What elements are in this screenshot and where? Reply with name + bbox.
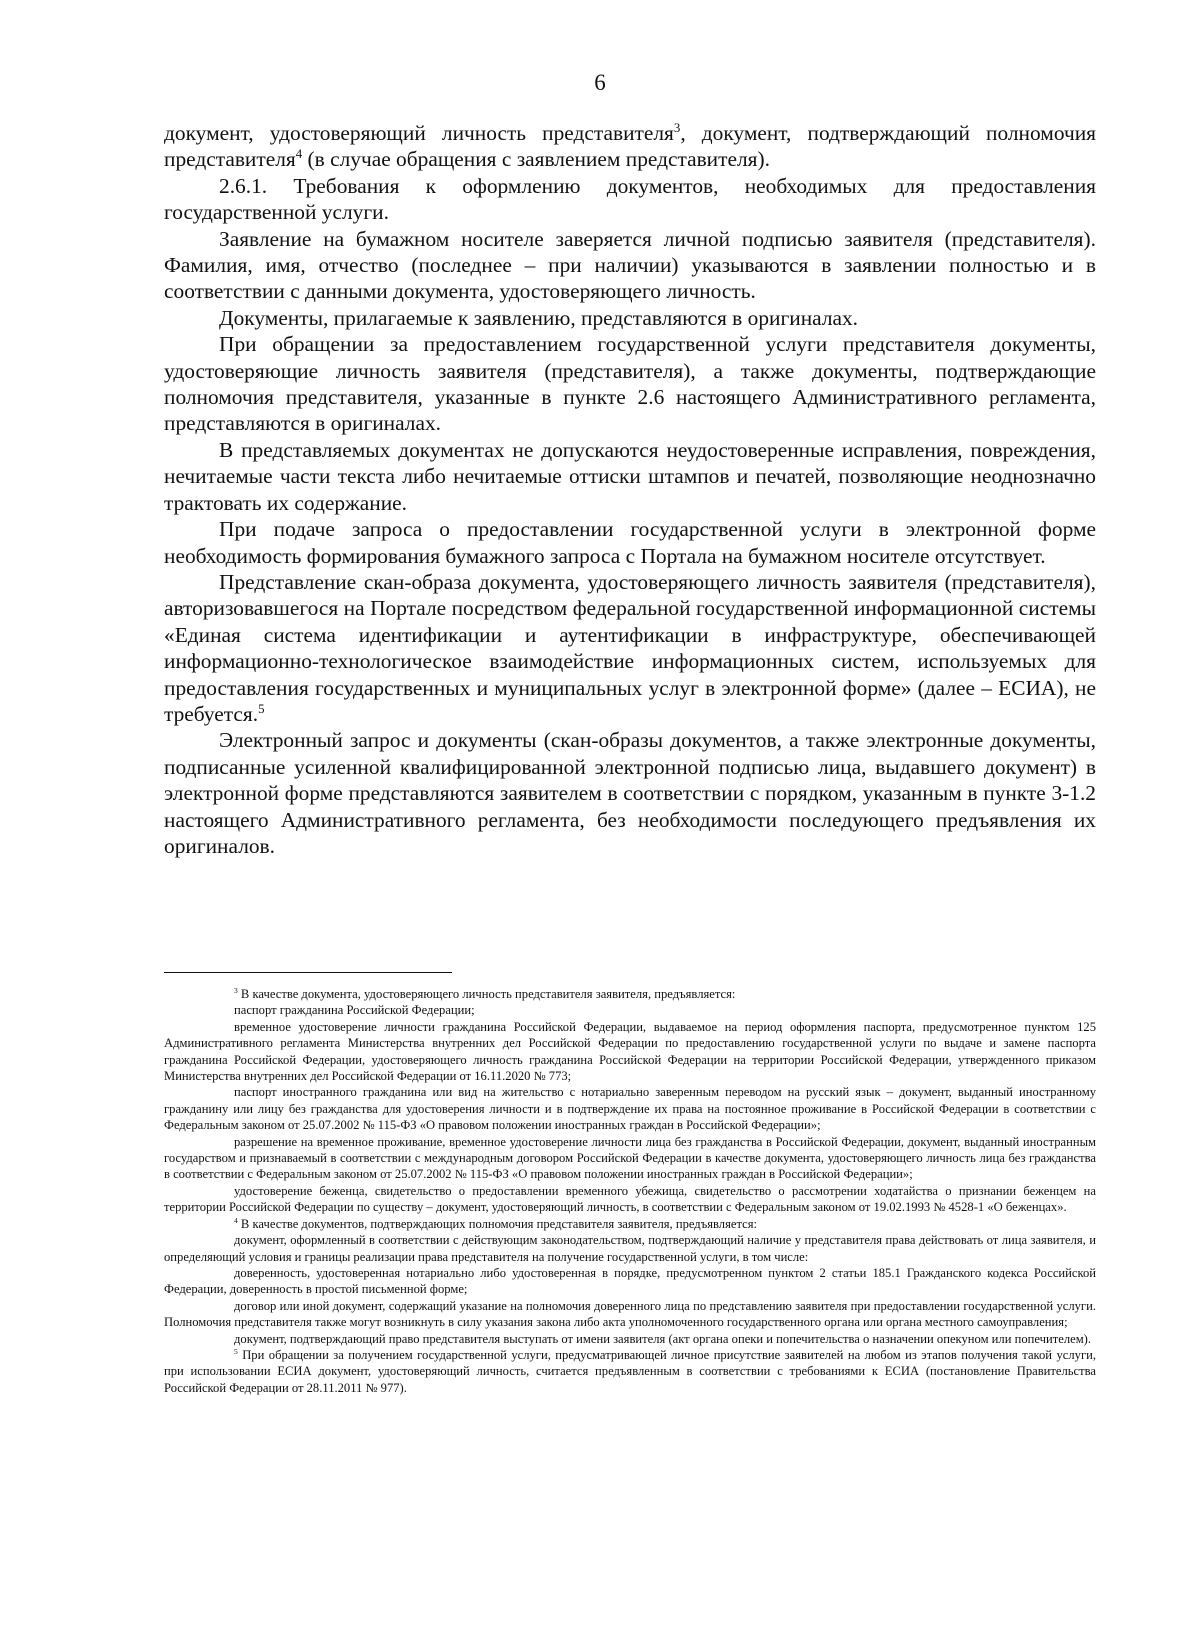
text-segment: документ, удостоверяющий личность представителя: [164, 121, 674, 145]
footnote-text: В качестве документа, удостоверяющего личность представителя заявителя, предъявляется:: [237, 987, 736, 1001]
footnote-text: При обращении за получением государственной услуги, предусматривающей личное присутствие заявителей на любом из этапов получения такой услуги, при использовании ЕСИА документ, удостоверяющий личность, считается предъявленным в соответствии с требованиями к ЕСИА (постановление Правительства Российской Федерации от 28.11.2011 № 977).: [164, 1347, 1096, 1395]
main-text: [164, 120, 1096, 859]
text-segment: , документ, подтверждающий полномочия представителя: [164, 121, 1096, 172]
footnote-4-item: документ, оформленный в соответствии с действующим законодательством, подтверждающий наличие у представителя права действовать от лица заявителя, и определяющий условия и границы реализации права представителя на получение государственной услуги, в том числе:: [164, 1233, 1096, 1264]
footnote-mark-5: 5: [234, 1346, 238, 1356]
paragraph-representative-documents: [164, 120, 1096, 173]
footnote-5: [164, 1347, 1096, 1396]
text-segment: (в случае обращения с заявлением представителя).: [302, 147, 770, 172]
paragraph-paper-application: Заявление на бумажном носителе заверяется личной подписью заявителя (представителя). Фамилия, имя, отчество (последнее – при наличии) указываются в заявлении полностью и в соответствии с данными документа, удостоверяющего личность.: [164, 226, 1096, 304]
footnote-4-item: доверенность, удостоверенная нотариально либо удостоверенная в порядке, предусмотренном пунктом 2 статьи 185.1 Гражданского кодекса Российской Федерации, доверенность в простой письменной форме;: [164, 1265, 1096, 1297]
footnote-3-item: разрешение на временное проживание, временное удостоверение личности лица без гражданства в Российской Федерации, документ, выданный иностранным государством и признаваемый в соответствии с международным договором Российской Федерации в качестве документа, удостоверяющего личность лица без гражданства в соответствии с Федеральным законом от 25.07.2002 № 115-ФЗ «О правовом положении иностранных граждан в Российской Федерации»;: [164, 1134, 1096, 1182]
footnote-text: В качестве документов, подтверждающих полномочия представителя заявителя, предъявляется:: [237, 1216, 758, 1231]
footnote-mark-4: 4: [234, 1215, 238, 1225]
paragraph-2-6-1: 2.6.1. Требования к оформлению документов, необходимых для предоставления государственной услуги.: [164, 173, 1096, 225]
footnote-3-item: удостоверение беженца, свидетельство о предоставлении временного убежища, свидетельство о рассмотрении ходатайства о признании беженцем на территории Российской Федерации по существу – документ, удостоверяющий личность, в соответствии с Федеральным законом от 19.02.1993 № 4528-1 «О беженцах».: [164, 1183, 1096, 1215]
footnote-ref-5: 5: [258, 701, 265, 716]
footnote-4-item: договор или иной документ, содержащий указание на полномочия доверенного лица по представлению заявителя при предоставлении государственной услуги. Полномочия представителя также могут возникнуть в силу указания закона либо акта уполномоченного государственного органа или органа местного самоуправления;: [164, 1298, 1096, 1330]
footnote-ref-4: 4: [295, 147, 303, 162]
paragraph-representative-originals: При обращении за предоставлением государственной услуги представителя документы, удостоверяющие личность заявителя (представителя), а также документы, подтверждающие полномочия представителя, указанные в пункте 2.6 настоящего Административного регламента, представляются в оригиналах.: [164, 332, 1096, 436]
footnote-3-item: паспорт гражданина Российской Федерации;: [234, 1003, 475, 1018]
paragraph-electronic-request: При подаче запроса о предоставлении государственной услуги в электронной форме необходимость формирования бумажного запроса с Портала на бумажном носителе отсутствует.: [164, 517, 1096, 568]
footnote-mark-3: 3: [234, 985, 238, 995]
footnote-3-intro: [164, 986, 1096, 1002]
footnote-3-item: паспорт иностранного гражданина или вид на жительство с нотариально заверенным переводом на русский язык – документ, выданный иностранному гражданину или лицу без гражданства для удостоверения личности и в подтверждение их права на постоянное проживание в Российской Федерации в соответствии с Федеральным законом от 25.07.2002 № 115-ФЗ «О правовом положении иностранных граждан в Российской Федерации»;: [164, 1085, 1096, 1133]
footnote-4-intro: [164, 1216, 1096, 1232]
paragraph-esia: [164, 569, 1096, 727]
text-segment: Представление скан-образа документа, удостоверяющего личность заявителя (представителя), авторизовавшегося на Портале посредством федеральной государственной информационной системы «Единая система идентификации и аутентификации в инфраструктуре, обеспечивающей информационно-технологическое взаимодействие информационных систем, используемых для предоставления государственных и муниципальных услуг в электронной форме» (далее – ЕСИА), не требуется.: [164, 569, 1096, 726]
footnote-4-item: документ, подтверждающий право представителя выступать от имени заявителя (акт органа опеки и попечительства о назначении опекуном или попечителем).: [234, 1331, 1092, 1346]
paragraph-originals: Документы, прилагаемые к заявлению, представляются в оригиналах.: [219, 305, 859, 330]
footnote-ref-3: 3: [673, 120, 681, 135]
footnote-3-item: временное удостоверение личности гражданина Российской Федерации, выдаваемое на период оформления паспорта, предусмотренное пунктом 125 Административного регламента Министерства внутренних дел Российской Федерации по предоставлению государственной услуги по выдаче и замене паспорта гражданина Российской Федерации, удостоверяющего личность гражданина Российской Федерации на территории Российской Федерации, утвержденного приказом Министерства внутренних дел Российской Федерации от 16.11.2020 № 773;: [164, 1019, 1096, 1084]
page-number: 6: [594, 70, 606, 95]
paragraph-electronic-documents: Электронный запрос и документы (скан-образы документов, а также электронные документы, подписанные усиленной квалифицированной электронной подписью лица, выдавшего документ) в электронной форме представляются заявителем в соответствии с порядком, указанным в пункте 3-1.2 настоящего Административного регламента, без необходимости последующего предъявления их оригиналов.: [164, 728, 1096, 858]
footnote-separator: [164, 972, 452, 973]
footnotes: [164, 986, 1096, 1396]
paragraph-corrections: В представляемых документах не допускаются неудостоверенные исправления, повреждения, нечитаемые части текста либо нечитаемые оттиски штампов и печатей, позволяющие неоднозначно трактовать их содержание.: [164, 437, 1096, 515]
